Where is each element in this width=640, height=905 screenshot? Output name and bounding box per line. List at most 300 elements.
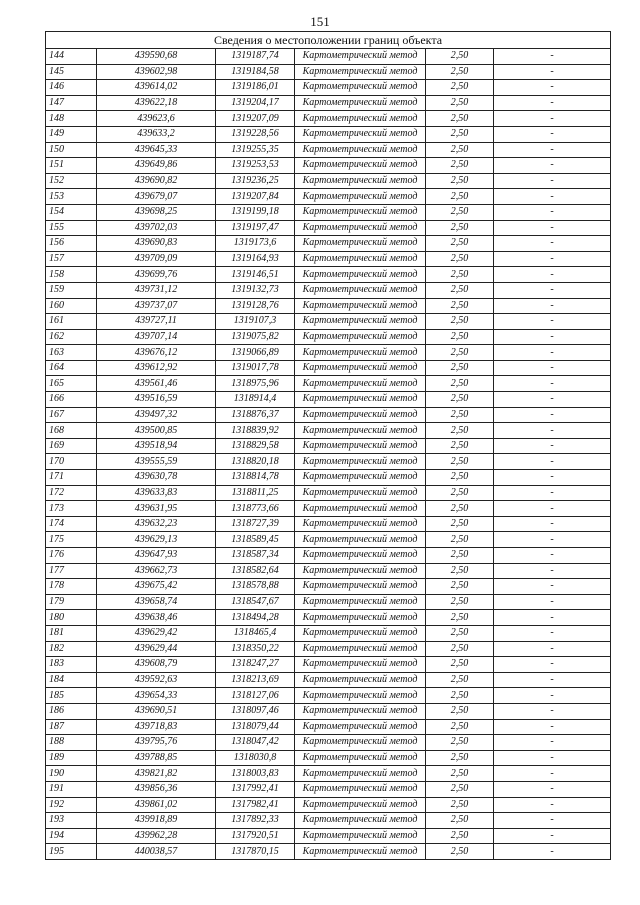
cell-description: - bbox=[494, 314, 611, 330]
cell-accuracy: 2,50 bbox=[426, 251, 494, 267]
cell-x-coordinate: 439718,83 bbox=[97, 719, 216, 735]
cell-method: Картометрический метод bbox=[295, 142, 426, 158]
cell-accuracy: 2,50 bbox=[426, 314, 494, 330]
cell-accuracy: 2,50 bbox=[426, 766, 494, 782]
cell-method: Картометрический метод bbox=[295, 158, 426, 174]
cell-y-coordinate: 1318582,64 bbox=[216, 563, 295, 579]
table-row bbox=[46, 797, 611, 813]
cell-x-coordinate: 439555,59 bbox=[97, 454, 216, 470]
cell-point-number: 146 bbox=[46, 80, 97, 96]
cell-method: Картометрический метод bbox=[295, 314, 426, 330]
cell-x-coordinate: 440038,57 bbox=[97, 844, 216, 860]
cell-method: Картометрический метод bbox=[295, 345, 426, 361]
cell-x-coordinate: 439649,86 bbox=[97, 158, 216, 174]
cell-accuracy: 2,50 bbox=[426, 579, 494, 595]
cell-description: - bbox=[494, 501, 611, 517]
cell-accuracy: 2,50 bbox=[426, 142, 494, 158]
cell-description: - bbox=[494, 485, 611, 501]
cell-method: Картометрический метод bbox=[295, 80, 426, 96]
cell-x-coordinate: 439647,93 bbox=[97, 548, 216, 564]
cell-y-coordinate: 1318839,92 bbox=[216, 423, 295, 439]
table-row bbox=[46, 532, 611, 548]
table-row bbox=[46, 735, 611, 751]
cell-method: Картометрический метод bbox=[295, 251, 426, 267]
cell-point-number: 185 bbox=[46, 688, 97, 704]
cell-y-coordinate: 1319253,53 bbox=[216, 158, 295, 174]
table-row bbox=[46, 64, 611, 80]
cell-y-coordinate: 1318876,37 bbox=[216, 407, 295, 423]
cell-method: Картометрический метод bbox=[295, 750, 426, 766]
cell-point-number: 188 bbox=[46, 735, 97, 751]
table-row bbox=[46, 688, 611, 704]
table-row bbox=[46, 189, 611, 205]
cell-y-coordinate: 1319017,78 bbox=[216, 360, 295, 376]
cell-y-coordinate: 1318814,78 bbox=[216, 470, 295, 486]
cell-y-coordinate: 1317920,51 bbox=[216, 828, 295, 844]
cell-y-coordinate: 1318030,8 bbox=[216, 750, 295, 766]
cell-method: Картометрический метод bbox=[295, 95, 426, 111]
cell-y-coordinate: 1319184,58 bbox=[216, 64, 295, 80]
cell-method: Картометрический метод bbox=[295, 392, 426, 408]
cell-y-coordinate: 1318350,22 bbox=[216, 641, 295, 657]
cell-accuracy: 2,50 bbox=[426, 329, 494, 345]
cell-description: - bbox=[494, 703, 611, 719]
cell-x-coordinate: 439638,46 bbox=[97, 610, 216, 626]
cell-accuracy: 2,50 bbox=[426, 688, 494, 704]
cell-x-coordinate: 439633,2 bbox=[97, 126, 216, 142]
cell-y-coordinate: 1318079,44 bbox=[216, 719, 295, 735]
cell-point-number: 183 bbox=[46, 657, 97, 673]
cell-method: Картометрический метод bbox=[295, 423, 426, 439]
cell-y-coordinate: 1318465,4 bbox=[216, 625, 295, 641]
cell-x-coordinate: 439690,83 bbox=[97, 236, 216, 252]
cell-method: Картометрический метод bbox=[295, 282, 426, 298]
cell-x-coordinate: 439629,42 bbox=[97, 625, 216, 641]
cell-description: - bbox=[494, 579, 611, 595]
cell-accuracy: 2,50 bbox=[426, 610, 494, 626]
cell-x-coordinate: 439612,92 bbox=[97, 360, 216, 376]
page-number: 151 bbox=[310, 14, 330, 29]
cell-point-number: 150 bbox=[46, 142, 97, 158]
cell-point-number: 176 bbox=[46, 548, 97, 564]
cell-point-number: 153 bbox=[46, 189, 97, 205]
cell-accuracy: 2,50 bbox=[426, 548, 494, 564]
cell-y-coordinate: 1318247,27 bbox=[216, 657, 295, 673]
cell-method: Картометрический метод bbox=[295, 641, 426, 657]
cell-x-coordinate: 439590,68 bbox=[97, 49, 216, 65]
table-row bbox=[46, 813, 611, 829]
cell-y-coordinate: 1319236,25 bbox=[216, 173, 295, 189]
cell-x-coordinate: 439629,44 bbox=[97, 641, 216, 657]
cell-description: - bbox=[494, 688, 611, 704]
cell-method: Картометрический метод bbox=[295, 672, 426, 688]
table-row bbox=[46, 158, 611, 174]
table-body bbox=[46, 49, 611, 860]
cell-method: Картометрический метод bbox=[295, 781, 426, 797]
cell-description: - bbox=[494, 329, 611, 345]
table-row bbox=[46, 828, 611, 844]
cell-method: Картометрический метод bbox=[295, 657, 426, 673]
cell-y-coordinate: 1319186,01 bbox=[216, 80, 295, 96]
table-row bbox=[46, 579, 611, 595]
cell-description: - bbox=[494, 719, 611, 735]
cell-y-coordinate: 1318820,18 bbox=[216, 454, 295, 470]
cell-description: - bbox=[494, 142, 611, 158]
cell-point-number: 149 bbox=[46, 126, 97, 142]
cell-method: Картометрический метод bbox=[295, 548, 426, 564]
cell-accuracy: 2,50 bbox=[426, 345, 494, 361]
cell-accuracy: 2,50 bbox=[426, 703, 494, 719]
table-row bbox=[46, 360, 611, 376]
cell-x-coordinate: 439497,32 bbox=[97, 407, 216, 423]
cell-method: Картометрический метод bbox=[295, 470, 426, 486]
cell-y-coordinate: 1318213,69 bbox=[216, 672, 295, 688]
cell-x-coordinate: 439702,03 bbox=[97, 220, 216, 236]
cell-y-coordinate: 1318829,58 bbox=[216, 438, 295, 454]
cell-x-coordinate: 439592,63 bbox=[97, 672, 216, 688]
cell-description: - bbox=[494, 407, 611, 423]
cell-accuracy: 2,50 bbox=[426, 501, 494, 517]
cell-y-coordinate: 1319128,76 bbox=[216, 298, 295, 314]
table-row bbox=[46, 298, 611, 314]
cell-description: - bbox=[494, 610, 611, 626]
cell-x-coordinate: 439631,95 bbox=[97, 501, 216, 517]
table-row bbox=[46, 423, 611, 439]
table-row bbox=[46, 703, 611, 719]
cell-y-coordinate: 1317992,41 bbox=[216, 781, 295, 797]
table-row bbox=[46, 267, 611, 283]
table-row bbox=[46, 610, 611, 626]
table-row bbox=[46, 111, 611, 127]
table-row bbox=[46, 49, 611, 65]
cell-method: Картометрический метод bbox=[295, 844, 426, 860]
table-row bbox=[46, 173, 611, 189]
table-row bbox=[46, 126, 611, 142]
cell-point-number: 190 bbox=[46, 766, 97, 782]
cell-point-number: 195 bbox=[46, 844, 97, 860]
cell-point-number: 178 bbox=[46, 579, 97, 595]
cell-point-number: 148 bbox=[46, 111, 97, 127]
cell-x-coordinate: 439623,6 bbox=[97, 111, 216, 127]
cell-description: - bbox=[494, 641, 611, 657]
cell-accuracy: 2,50 bbox=[426, 470, 494, 486]
cell-point-number: 152 bbox=[46, 173, 97, 189]
cell-description: - bbox=[494, 438, 611, 454]
cell-description: - bbox=[494, 158, 611, 174]
cell-accuracy: 2,50 bbox=[426, 750, 494, 766]
cell-method: Картометрический метод bbox=[295, 579, 426, 595]
cell-description: - bbox=[494, 735, 611, 751]
cell-point-number: 171 bbox=[46, 470, 97, 486]
cell-y-coordinate: 1318727,39 bbox=[216, 516, 295, 532]
cell-accuracy: 2,50 bbox=[426, 719, 494, 735]
table-row bbox=[46, 516, 611, 532]
cell-y-coordinate: 1318127,06 bbox=[216, 688, 295, 704]
cell-description: - bbox=[494, 844, 611, 860]
cell-x-coordinate: 439962,28 bbox=[97, 828, 216, 844]
cell-method: Картометрический метод bbox=[295, 516, 426, 532]
cell-method: Картометрический метод bbox=[295, 298, 426, 314]
cell-y-coordinate: 1319228,56 bbox=[216, 126, 295, 142]
cell-y-coordinate: 1318003,83 bbox=[216, 766, 295, 782]
cell-method: Картометрический метод bbox=[295, 563, 426, 579]
table-row bbox=[46, 282, 611, 298]
cell-y-coordinate: 1318578,88 bbox=[216, 579, 295, 595]
table-row bbox=[46, 345, 611, 361]
cell-point-number: 175 bbox=[46, 532, 97, 548]
cell-accuracy: 2,50 bbox=[426, 672, 494, 688]
cell-point-number: 173 bbox=[46, 501, 97, 517]
cell-description: - bbox=[494, 813, 611, 829]
cell-description: - bbox=[494, 189, 611, 205]
cell-x-coordinate: 439654,33 bbox=[97, 688, 216, 704]
cell-y-coordinate: 1318547,67 bbox=[216, 594, 295, 610]
table-title-row bbox=[46, 32, 611, 49]
cell-method: Картометрический метод bbox=[295, 610, 426, 626]
cell-x-coordinate: 439918,89 bbox=[97, 813, 216, 829]
cell-description: - bbox=[494, 516, 611, 532]
table-row bbox=[46, 470, 611, 486]
cell-point-number: 181 bbox=[46, 625, 97, 641]
cell-y-coordinate: 1319207,09 bbox=[216, 111, 295, 127]
cell-y-coordinate: 1319197,47 bbox=[216, 220, 295, 236]
cell-accuracy: 2,50 bbox=[426, 392, 494, 408]
cell-description: - bbox=[494, 267, 611, 283]
cell-point-number: 163 bbox=[46, 345, 97, 361]
table-row bbox=[46, 657, 611, 673]
cell-description: - bbox=[494, 470, 611, 486]
table-row bbox=[46, 625, 611, 641]
cell-description: - bbox=[494, 345, 611, 361]
cell-method: Картометрический метод bbox=[295, 407, 426, 423]
cell-x-coordinate: 439731,12 bbox=[97, 282, 216, 298]
table-row bbox=[46, 766, 611, 782]
cell-method: Картометрический метод bbox=[295, 594, 426, 610]
table-row bbox=[46, 485, 611, 501]
cell-method: Картометрический метод bbox=[295, 329, 426, 345]
cell-x-coordinate: 439737,07 bbox=[97, 298, 216, 314]
cell-point-number: 165 bbox=[46, 376, 97, 392]
table-row bbox=[46, 392, 611, 408]
cell-accuracy: 2,50 bbox=[426, 407, 494, 423]
cell-description: - bbox=[494, 548, 611, 564]
cell-method: Картометрический метод bbox=[295, 501, 426, 517]
cell-y-coordinate: 1318811,25 bbox=[216, 485, 295, 501]
cell-point-number: 169 bbox=[46, 438, 97, 454]
cell-method: Картометрический метод bbox=[295, 376, 426, 392]
cell-point-number: 191 bbox=[46, 781, 97, 797]
cell-y-coordinate: 1319207,84 bbox=[216, 189, 295, 205]
cell-x-coordinate: 439630,78 bbox=[97, 470, 216, 486]
table-row bbox=[46, 501, 611, 517]
cell-method: Картометрический метод bbox=[295, 236, 426, 252]
table-row bbox=[46, 314, 611, 330]
cell-accuracy: 2,50 bbox=[426, 641, 494, 657]
cell-description: - bbox=[494, 828, 611, 844]
cell-point-number: 170 bbox=[46, 454, 97, 470]
cell-accuracy: 2,50 bbox=[426, 485, 494, 501]
table-row bbox=[46, 844, 611, 860]
table-row bbox=[46, 376, 611, 392]
cell-description: - bbox=[494, 563, 611, 579]
table-row bbox=[46, 781, 611, 797]
table-row bbox=[46, 95, 611, 111]
cell-description: - bbox=[494, 298, 611, 314]
cell-method: Картометрический метод bbox=[295, 485, 426, 501]
cell-accuracy: 2,50 bbox=[426, 735, 494, 751]
cell-x-coordinate: 439861,02 bbox=[97, 797, 216, 813]
cell-point-number: 174 bbox=[46, 516, 97, 532]
cell-description: - bbox=[494, 625, 611, 641]
cell-point-number: 155 bbox=[46, 220, 97, 236]
cell-x-coordinate: 439608,79 bbox=[97, 657, 216, 673]
cell-method: Картометрический метод bbox=[295, 111, 426, 127]
table-row bbox=[46, 719, 611, 735]
cell-accuracy: 2,50 bbox=[426, 625, 494, 641]
cell-description: - bbox=[494, 282, 611, 298]
cell-x-coordinate: 439622,18 bbox=[97, 95, 216, 111]
cell-method: Картометрический метод bbox=[295, 49, 426, 65]
cell-description: - bbox=[494, 657, 611, 673]
cell-x-coordinate: 439699,76 bbox=[97, 267, 216, 283]
table-row bbox=[46, 236, 611, 252]
cell-method: Картометрический метод bbox=[295, 797, 426, 813]
cell-x-coordinate: 439856,36 bbox=[97, 781, 216, 797]
cell-x-coordinate: 439633,83 bbox=[97, 485, 216, 501]
cell-point-number: 157 bbox=[46, 251, 97, 267]
boundary-coordinates-table bbox=[45, 31, 611, 860]
cell-y-coordinate: 1319164,93 bbox=[216, 251, 295, 267]
table-row bbox=[46, 251, 611, 267]
cell-x-coordinate: 439690,82 bbox=[97, 173, 216, 189]
cell-method: Картометрический метод bbox=[295, 454, 426, 470]
cell-accuracy: 2,50 bbox=[426, 204, 494, 220]
cell-point-number: 154 bbox=[46, 204, 97, 220]
table-row bbox=[46, 438, 611, 454]
table-row bbox=[46, 204, 611, 220]
cell-x-coordinate: 439614,02 bbox=[97, 80, 216, 96]
cell-y-coordinate: 1317892,33 bbox=[216, 813, 295, 829]
cell-y-coordinate: 1319204,17 bbox=[216, 95, 295, 111]
cell-description: - bbox=[494, 80, 611, 96]
cell-method: Картометрический метод bbox=[295, 532, 426, 548]
cell-method: Картометрический метод bbox=[295, 267, 426, 283]
cell-y-coordinate: 1319187,74 bbox=[216, 49, 295, 65]
cell-accuracy: 2,50 bbox=[426, 438, 494, 454]
cell-y-coordinate: 1318773,66 bbox=[216, 501, 295, 517]
cell-x-coordinate: 439645,33 bbox=[97, 142, 216, 158]
cell-y-coordinate: 1318097,46 bbox=[216, 703, 295, 719]
cell-method: Картометрический метод bbox=[295, 220, 426, 236]
cell-accuracy: 2,50 bbox=[426, 360, 494, 376]
cell-point-number: 144 bbox=[46, 49, 97, 65]
cell-point-number: 145 bbox=[46, 64, 97, 80]
cell-accuracy: 2,50 bbox=[426, 236, 494, 252]
cell-description: - bbox=[494, 126, 611, 142]
cell-x-coordinate: 439707,14 bbox=[97, 329, 216, 345]
table-row bbox=[46, 594, 611, 610]
cell-method: Картометрический метод bbox=[295, 173, 426, 189]
table-row bbox=[46, 329, 611, 345]
cell-x-coordinate: 439500,85 bbox=[97, 423, 216, 439]
cell-method: Картометрический метод bbox=[295, 189, 426, 205]
cell-point-number: 187 bbox=[46, 719, 97, 735]
cell-y-coordinate: 1319199,18 bbox=[216, 204, 295, 220]
table-row bbox=[46, 548, 611, 564]
cell-x-coordinate: 439629,13 bbox=[97, 532, 216, 548]
table-row bbox=[46, 407, 611, 423]
cell-accuracy: 2,50 bbox=[426, 158, 494, 174]
cell-description: - bbox=[494, 376, 611, 392]
cell-x-coordinate: 439727,11 bbox=[97, 314, 216, 330]
cell-x-coordinate: 439561,46 bbox=[97, 376, 216, 392]
cell-y-coordinate: 1319075,82 bbox=[216, 329, 295, 345]
cell-accuracy: 2,50 bbox=[426, 454, 494, 470]
cell-point-number: 184 bbox=[46, 672, 97, 688]
cell-y-coordinate: 1317870,15 bbox=[216, 844, 295, 860]
cell-x-coordinate: 439516,59 bbox=[97, 392, 216, 408]
cell-accuracy: 2,50 bbox=[426, 594, 494, 610]
cell-x-coordinate: 439632,23 bbox=[97, 516, 216, 532]
cell-description: - bbox=[494, 49, 611, 65]
cell-y-coordinate: 1319173,6 bbox=[216, 236, 295, 252]
cell-description: - bbox=[494, 781, 611, 797]
cell-y-coordinate: 1318589,45 bbox=[216, 532, 295, 548]
cell-description: - bbox=[494, 532, 611, 548]
cell-description: - bbox=[494, 797, 611, 813]
cell-point-number: 189 bbox=[46, 750, 97, 766]
table-row bbox=[46, 672, 611, 688]
cell-accuracy: 2,50 bbox=[426, 516, 494, 532]
cell-description: - bbox=[494, 173, 611, 189]
cell-y-coordinate: 1319107,3 bbox=[216, 314, 295, 330]
cell-method: Картометрический метод bbox=[295, 438, 426, 454]
cell-accuracy: 2,50 bbox=[426, 532, 494, 548]
cell-accuracy: 2,50 bbox=[426, 111, 494, 127]
cell-x-coordinate: 439658,74 bbox=[97, 594, 216, 610]
cell-accuracy: 2,50 bbox=[426, 49, 494, 65]
cell-accuracy: 2,50 bbox=[426, 423, 494, 439]
cell-accuracy: 2,50 bbox=[426, 657, 494, 673]
cell-accuracy: 2,50 bbox=[426, 64, 494, 80]
cell-point-number: 180 bbox=[46, 610, 97, 626]
cell-description: - bbox=[494, 64, 611, 80]
cell-point-number: 158 bbox=[46, 267, 97, 283]
cell-accuracy: 2,50 bbox=[426, 282, 494, 298]
cell-y-coordinate: 1318914,4 bbox=[216, 392, 295, 408]
cell-y-coordinate: 1318047,42 bbox=[216, 735, 295, 751]
cell-point-number: 177 bbox=[46, 563, 97, 579]
table-title: Сведения о местоположении границ объекта bbox=[46, 32, 611, 49]
table-row bbox=[46, 80, 611, 96]
cell-point-number: 192 bbox=[46, 797, 97, 813]
cell-method: Картометрический метод bbox=[295, 625, 426, 641]
cell-x-coordinate: 439662,73 bbox=[97, 563, 216, 579]
cell-method: Картометрический метод bbox=[295, 735, 426, 751]
cell-point-number: 164 bbox=[46, 360, 97, 376]
cell-accuracy: 2,50 bbox=[426, 563, 494, 579]
cell-point-number: 151 bbox=[46, 158, 97, 174]
cell-method: Картометрический метод bbox=[295, 64, 426, 80]
cell-x-coordinate: 439709,09 bbox=[97, 251, 216, 267]
cell-method: Картометрический метод bbox=[295, 766, 426, 782]
cell-y-coordinate: 1319146,51 bbox=[216, 267, 295, 283]
cell-description: - bbox=[494, 672, 611, 688]
cell-method: Картометрический метод bbox=[295, 688, 426, 704]
cell-y-coordinate: 1319132,73 bbox=[216, 282, 295, 298]
cell-y-coordinate: 1318494,28 bbox=[216, 610, 295, 626]
cell-method: Картометрический метод bbox=[295, 703, 426, 719]
